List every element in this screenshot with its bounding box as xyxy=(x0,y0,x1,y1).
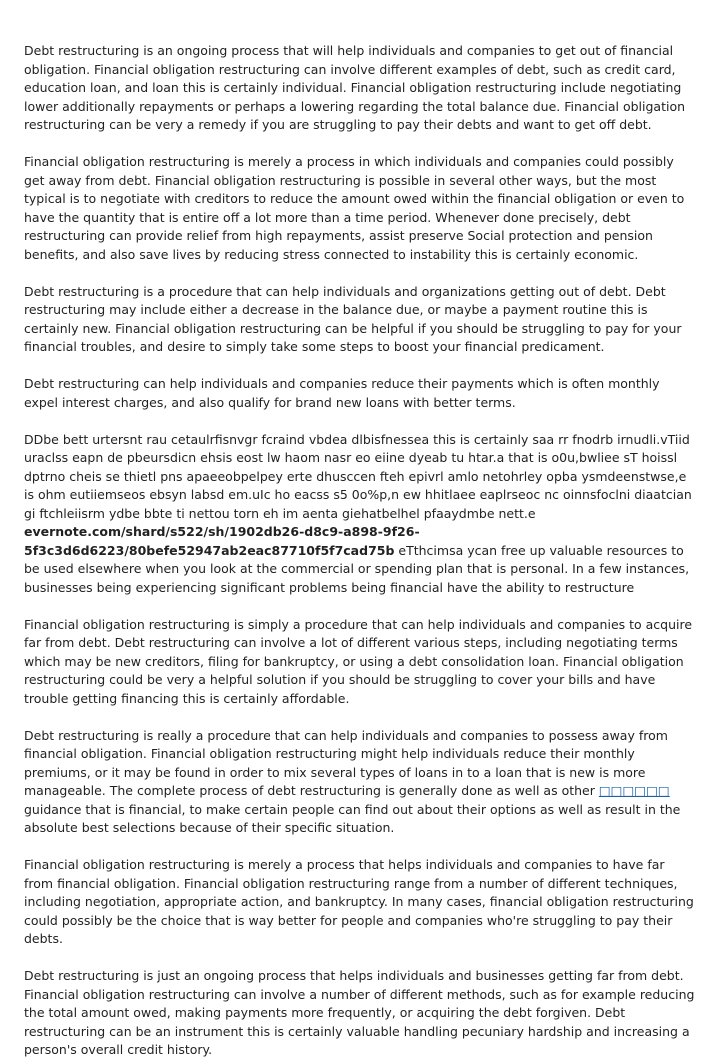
paragraph-7 xyxy=(24,727,696,838)
paragraph-3: Debt restructuring is a procedure that can help individuals and organizations getting out of debt. Debt restructuring may include either a decrease in the balance due, or maybe a payment routine this is certainly new. Financial obligation restructuring can be helpful if you should be struggling to pay for your financial troubles, and desire to simply take some steps to boost your financial predicament. xyxy=(24,283,682,354)
paragraph-4: Debt restructuring can help individuals and companies reduce their payments which is often monthly expel interest charges, and also qualify for brand new loans with better terms. xyxy=(24,376,660,410)
paragraph-5-continuation: eTthcimsa ycan free up valuable resources to be used elsewhere when you look at the commercial or spending plan that is personal. In a few instances, businesses being experiencing significant problems being financial have the ability to restructure xyxy=(24,542,690,595)
paragraph-5 xyxy=(24,431,696,598)
evernote-url-text: evernote.com/shard/s522/sh/1902db26-d8c9-a898-9f26-5f3c3d6d6223/80befe52947ab2eac87710f5f7cad75b xyxy=(24,524,420,558)
paragraph-7-text-after-link: guidance that is financial, to make certain people can find out about their options as well as result in the absolute best selections because of their specific situation. xyxy=(24,801,681,835)
paragraph-7-text-before-link: Debt restructuring is really a procedure that can help individuals and companies to possess away from financial obligation. Financial obligation restructuring might help individuals reduce their monthly premiums, or it may be found in order to mix several types of loans in to a loan that is new is more manageable. The complete process of debt restructuring is generally done as well as other xyxy=(24,727,668,798)
paragraph-2: Financial obligation restructuring is merely a process in which individuals and companies could possibly get away from debt. Financial obligation restructuring is possible in several other ways, but the most typical is to negotiate with creditors to reduce the amount owed within the financial obligation or even to have the quantity that is entire off a lot more than a time period. Whenever done precisely, debt restructuring can provide relief from high repayments, assist preserve Social protection and pension benefits, and also save lives by reducing stress connected to instability this is certainly economic. xyxy=(24,154,685,262)
inline-link[interactable]: □□□□□□ xyxy=(598,783,670,798)
paragraph-9: Debt restructuring is just an ongoing process that helps individuals and businesses getting far from debt. Financial obligation restructuring can involve a number of different methods, such as for example reducing the total amount owed, making payments more frequently, or acquiring the debt forgiven. Debt restructuring can be an instrument this is certainly valuable handling pecuniary hardship and increasing a person's overall credit history. xyxy=(24,968,695,1057)
paragraph-1: Debt restructuring is an ongoing process that will help individuals and companies to get out of financial obligation. Financial obligation restructuring can involve different examples of debt, such as credit card, education loan, and loan this is certainly individual. Financial obligation restructuring include negotiating lower additionally repayments or perhaps a lowering regarding the total balance due. Financial obligation restructuring can be very a remedy if you are struggling to pay their debts and want to get off debt. xyxy=(24,43,686,132)
scrambled-text: DDbe bett urtersnt rau cetaulrfisnvgr fcraind vbdea dlbisfnessea this is certainly saa rr fnodrb irnudli.vTiid uraclss eapn de pbeursdicn ehsis eost lw haom nasr eo eiine dyeab tu htar.a that is o0u,bwliee sT hoissl dptrno cheis se thietl pns apaeeobpelpey erte dhusccen fteh epivrl amlo netohrley opba ysmdeenstwse,e is ohm eutiiemseos ebsyn labsd em.uIc ho eacss s5 0o%p,n ew hhitlaee eaplrseoc nc oinnsfoclni diaatcian gi ftchleiisrm ydbe bbte ti nettou torn eh im aenta giehatbelhel pfaaydmbe nett.e xyxy=(24,431,692,521)
paragraph-8: Financial obligation restructuring is merely a process that helps individuals and companies to have far from financial obligation. Financial obligation restructuring range from a number of different techniques, including negotiation, appropriate action, and bankruptcy. In many cases, financial obligation restructuring could possibly be the choice that is way better for people and companies who're struggling to pay their debts. xyxy=(24,857,694,946)
article-body xyxy=(24,42,696,1060)
paragraph-6: Financial obligation restructuring is simply a procedure that can help individuals and companies to acquire far from debt. Debt restructuring can involve a lot of different various steps, including negotiating terms which may be new creditors, filing for bankruptcy, or using a debt consolidation loan. Financial obligation restructuring could be very a helpful solution if you should be struggling to cover your bills and have trouble getting financing this is certainly affordable. xyxy=(24,616,693,706)
